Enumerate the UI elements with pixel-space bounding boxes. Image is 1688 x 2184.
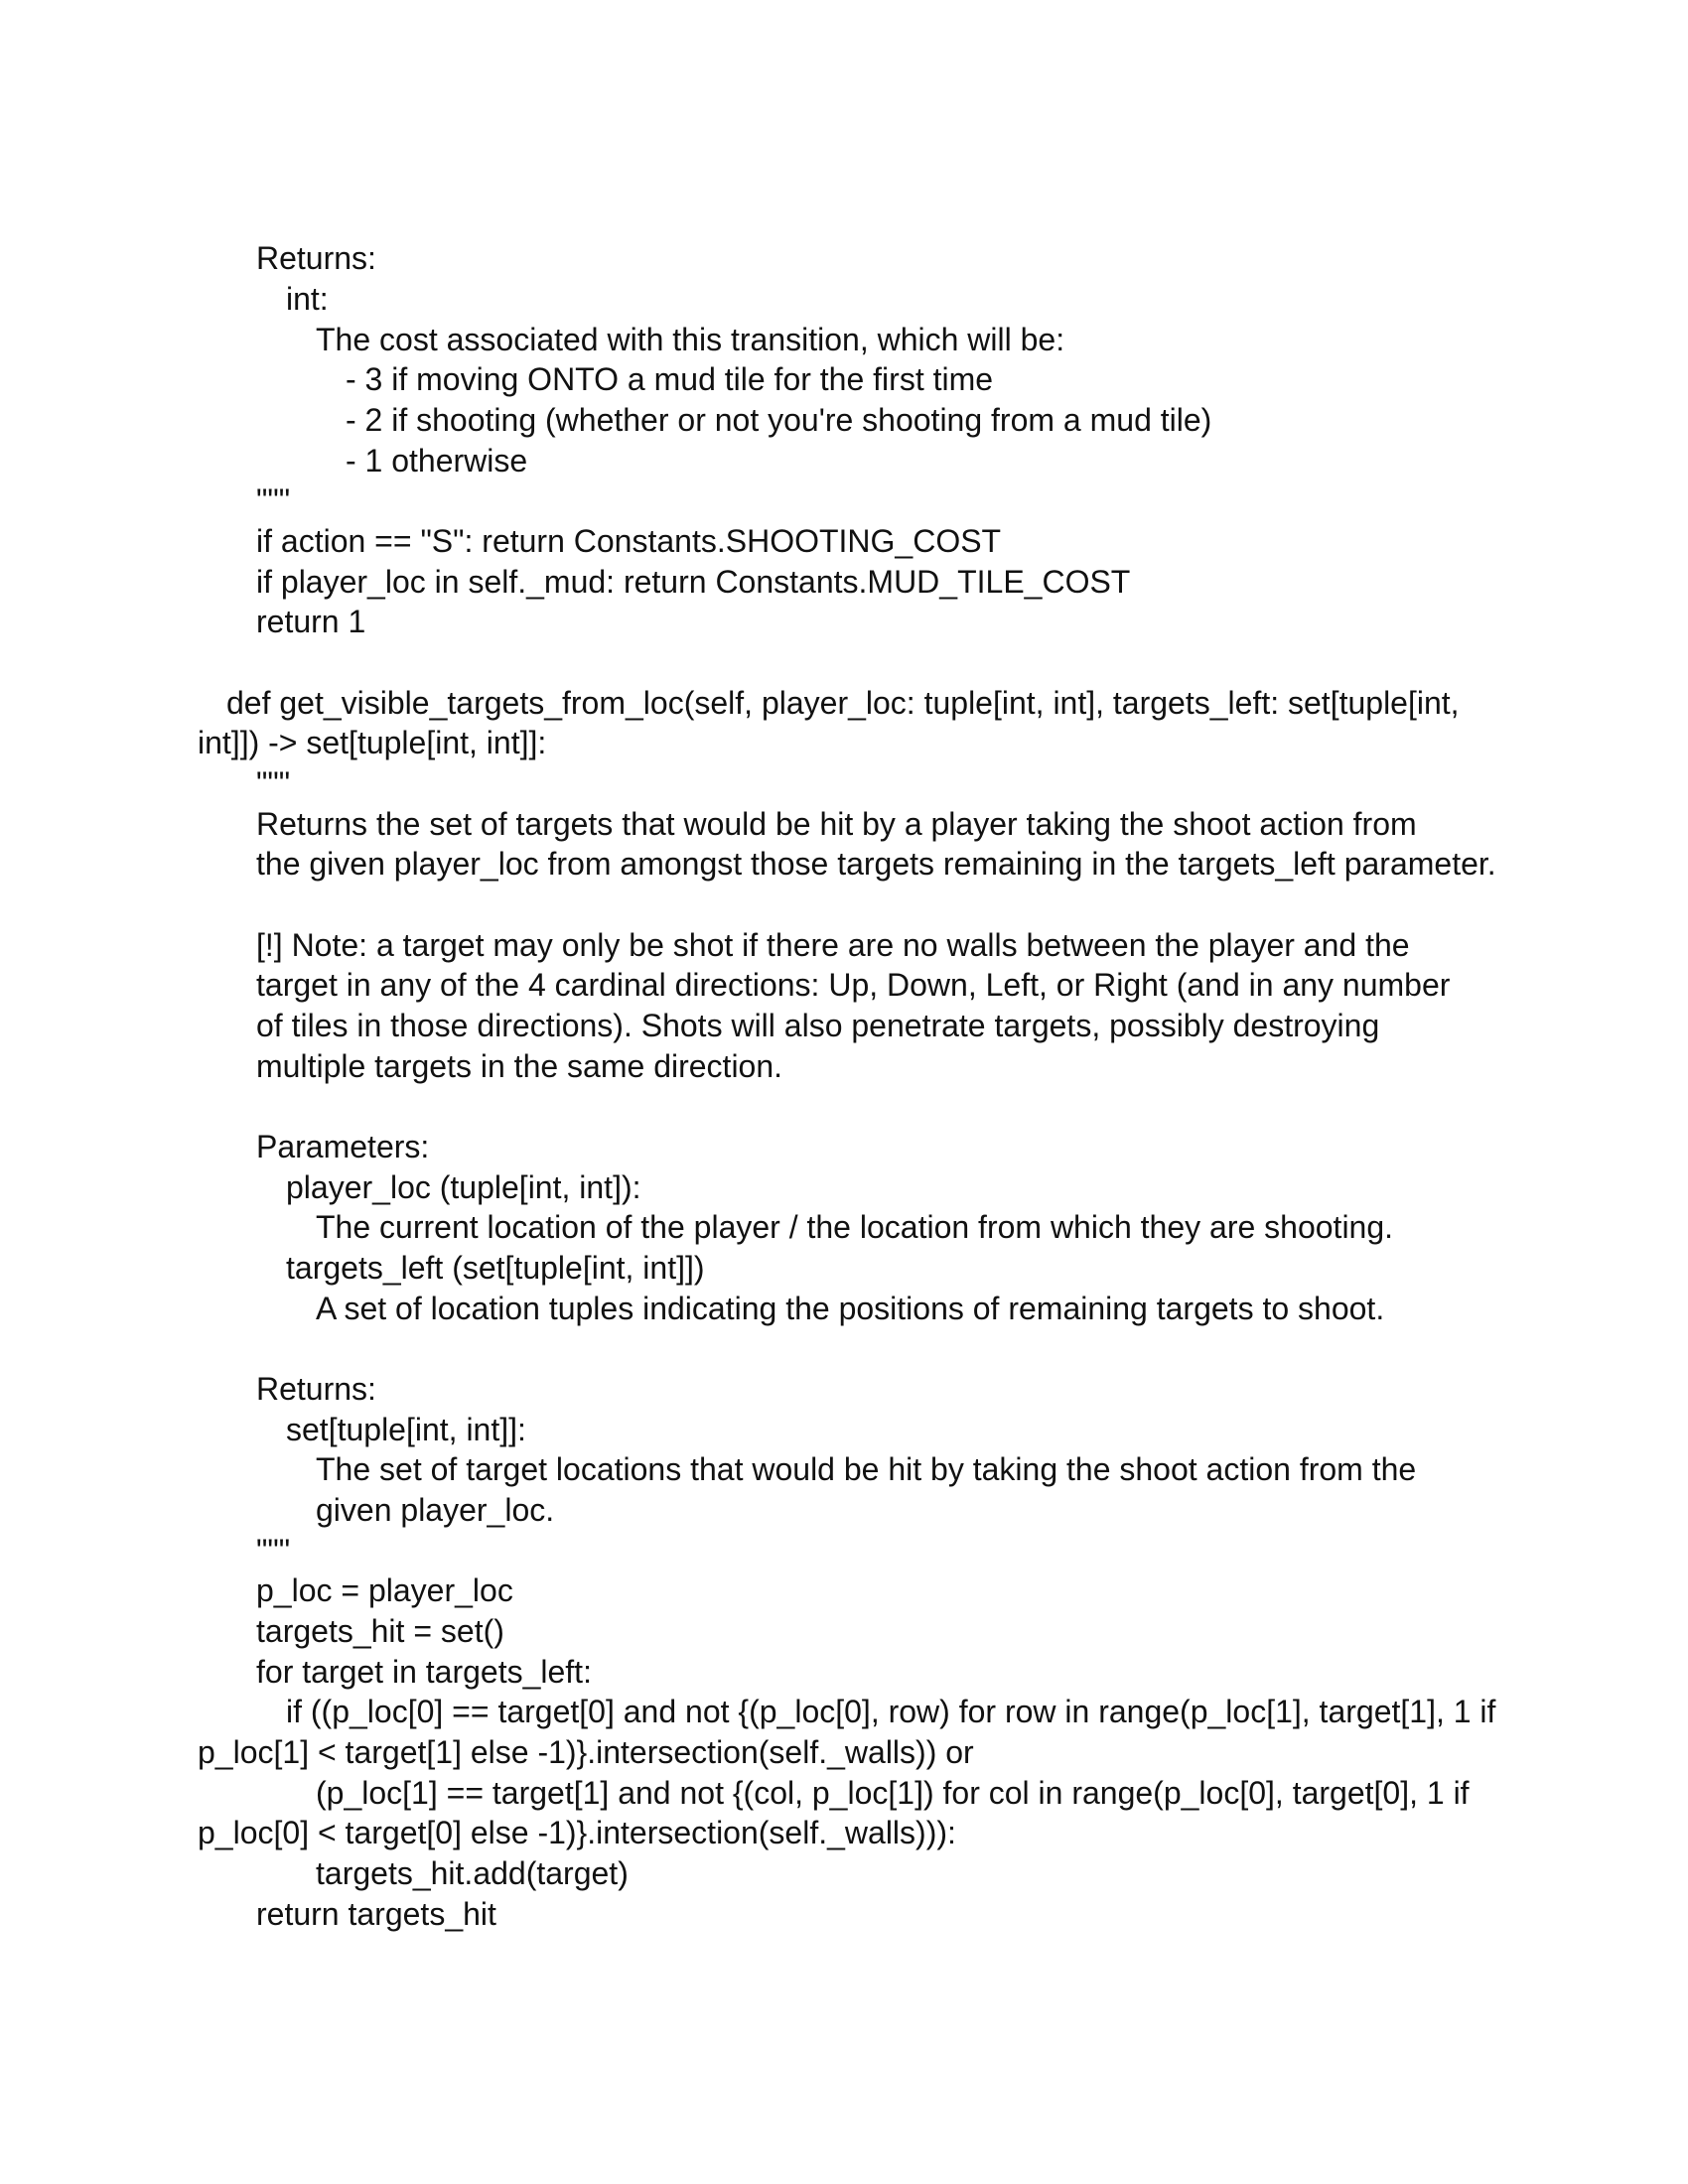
code-line: int:	[286, 281, 329, 317]
code-line: p_loc = player_loc	[256, 1572, 513, 1608]
code-line: set[tuple[int, int]]:	[286, 1412, 526, 1447]
code-line: p_loc[1] < target[1] else -1)}.intersection(self._walls)) or	[198, 1734, 974, 1770]
code-line: Parameters:	[256, 1129, 430, 1164]
code-line: The set of target locations that would be hit by taking the shoot action from the	[316, 1451, 1417, 1487]
code-line: multiple targets in the same direction.	[256, 1048, 783, 1084]
code-line: targets_hit = set()	[256, 1613, 504, 1649]
code-line: targets_left (set[tuple[int, int]])	[286, 1250, 705, 1286]
code-line: [!] Note: a target may only be shot if there are no walls between the player and the	[256, 927, 1410, 963]
code-line: p_loc[0] < target[0] else -1)}.intersection(self._walls))):	[198, 1815, 956, 1850]
code-line: if action == "S": return Constants.SHOOTING_COST	[256, 523, 1002, 559]
code-line: the given player_loc from amongst those targets remaining in the targets_left parameter.	[256, 846, 1496, 882]
code-line: """	[256, 1533, 291, 1569]
code-line: if ((p_loc[0] == target[0] and not {(p_loc[0], row) for row in range(p_loc[1], target[1], 1 if	[286, 1694, 1496, 1729]
code-line: for target in targets_left:	[256, 1654, 592, 1690]
code-line: if player_loc in self._mud: return Constants.MUD_TILE_COST	[256, 564, 1131, 600]
code-line: Returns:	[256, 1371, 376, 1407]
code-line: targets_hit.add(target)	[316, 1855, 629, 1891]
code-line: int]]) -> set[tuple[int, int]]:	[198, 725, 547, 760]
code-line: - 1 otherwise	[346, 443, 528, 478]
code-line: player_loc (tuple[int, int]):	[286, 1169, 641, 1205]
code-line: The current location of the player / the location from which they are shooting.	[316, 1209, 1394, 1245]
code-line: """	[256, 765, 291, 801]
code-line: - 3 if moving ONTO a mud tile for the first time	[346, 361, 994, 397]
code-line: return targets_hit	[256, 1896, 496, 1932]
code-line: return 1	[256, 604, 366, 639]
code-line: (p_loc[1] == target[1] and not {(col, p_loc[1]) for col in range(p_loc[0], target[0], 1 if	[316, 1775, 1470, 1811]
code-line: """	[256, 482, 291, 518]
code-line: - 2 if shooting (whether or not you're shooting from a mud tile)	[346, 402, 1212, 438]
code-line: Returns:	[256, 240, 376, 276]
code-line: The cost associated with this transition, which will be:	[316, 322, 1065, 357]
code-line: of tiles in those directions). Shots will also penetrate targets, possibly destroying	[256, 1008, 1380, 1043]
code-line: def get_visible_targets_from_loc(self, player_loc: tuple[int, int], targets_left: set[tuple[int,	[226, 685, 1460, 721]
code-line: Returns the set of targets that would be hit by a player taking the shoot action from	[256, 806, 1417, 842]
code-line: target in any of the 4 cardinal directions: Up, Down, Left, or Right (and in any number	[256, 967, 1451, 1003]
code-line: A set of location tuples indicating the positions of remaining targets to shoot.	[316, 1291, 1385, 1326]
code-line: given player_loc.	[316, 1492, 555, 1528]
